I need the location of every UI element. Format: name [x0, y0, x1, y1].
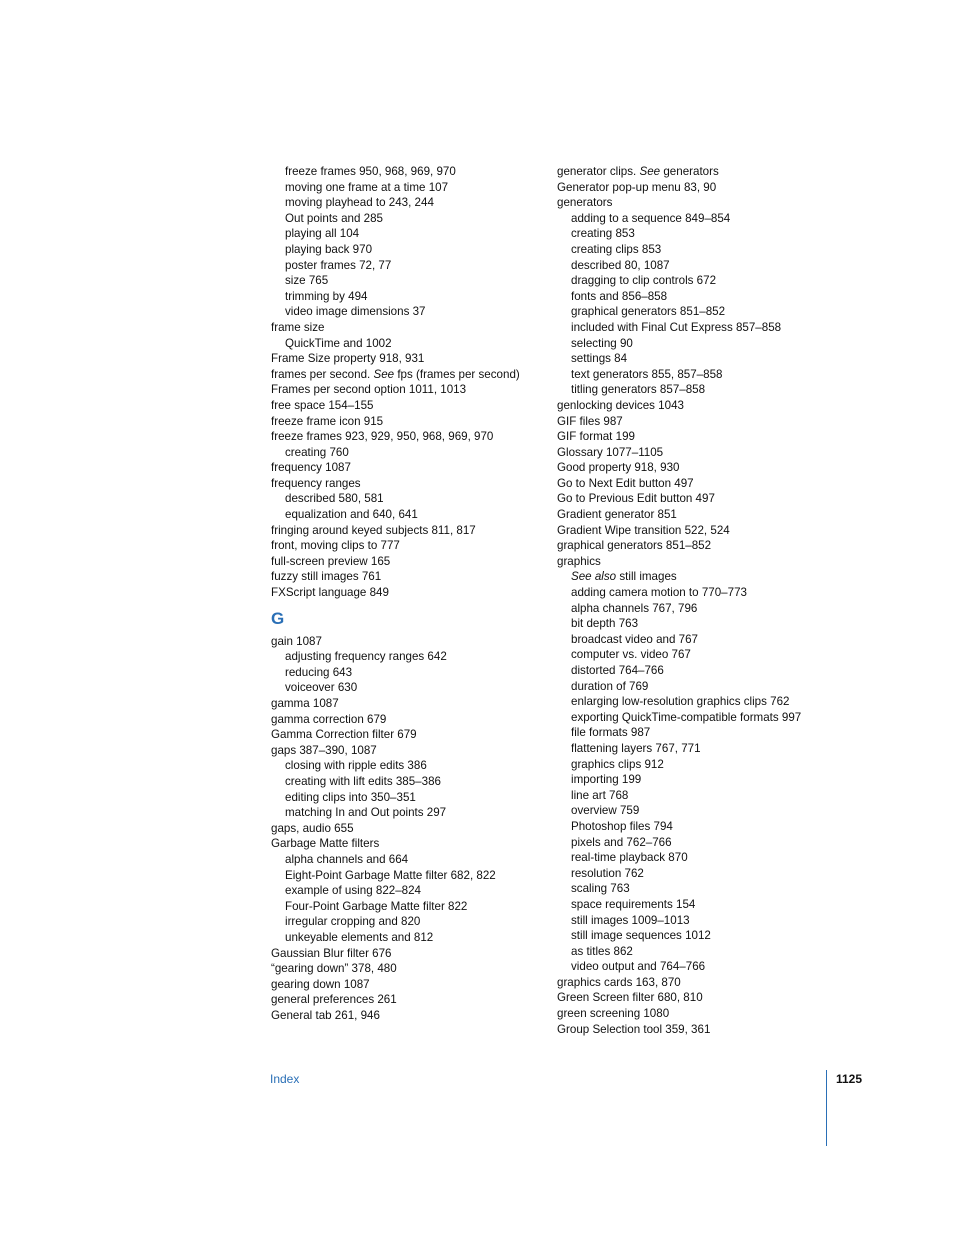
index-entry: “gearing down” 378, 480	[271, 962, 397, 976]
index-subentry: fonts and 856–858	[571, 289, 668, 303]
index-subentry: graphical generators 851–852	[571, 305, 726, 319]
index-entry: freeze frame icon 915	[271, 414, 384, 428]
index-subentry: Out points and 285	[285, 211, 383, 225]
index-subentry: QuickTime and 1002	[285, 336, 392, 350]
index-subentry: creating with lift edits 385–386	[285, 774, 441, 788]
index-subentry: described 80, 1087	[571, 258, 670, 272]
index-subentry: computer vs. video 767	[571, 648, 691, 662]
index-entry: Frames per second option 1011, 1013	[271, 383, 467, 397]
page-number-rule	[826, 1070, 827, 1146]
index-entry: full-screen preview 165	[271, 554, 391, 568]
index-entry: free space 154–155	[271, 398, 374, 412]
index-subentry: alpha channels 767, 796	[571, 601, 698, 615]
index-entry: GIF files 987	[557, 414, 623, 428]
index-subentry: Eight-Point Garbage Matte filter 682, 822	[285, 868, 496, 882]
index-subentry: editing clips into 350–351	[285, 790, 416, 804]
index-subentry: distorted 764–766	[571, 664, 664, 677]
index-letter-heading: G	[271, 608, 285, 628]
index-entry: gaps, audio 655	[271, 821, 354, 835]
index-subentry: voiceover 630	[285, 681, 358, 695]
index-entry: gearing down 1087	[271, 977, 370, 991]
index-entry: frame size	[271, 320, 325, 334]
index-subentry: real-time playback 870	[571, 851, 688, 865]
index-subentry: space requirements 154	[571, 897, 696, 911]
index-entry: Gradient generator 851	[557, 508, 677, 522]
index-subentry: trimming by 494	[285, 289, 368, 303]
index-entry: gamma 1087	[271, 697, 339, 710]
index-subentry: playing all 104	[285, 227, 360, 241]
index-entry: front, moving clips to 777	[271, 539, 400, 553]
index-entry: Generator pop-up menu 83, 90	[557, 180, 717, 194]
index-subentry: adding camera motion to 770–773	[571, 586, 747, 600]
index-subentry: titling generators 857–858	[571, 383, 706, 397]
index-entry: Gamma Correction filter 679	[271, 728, 417, 742]
index-subentry: alpha channels and 664	[285, 852, 409, 866]
index-subentry: unkeyable elements and 812	[285, 930, 434, 944]
index-subentry: poster frames 72, 77	[285, 258, 392, 272]
index-subentry: as titles 862	[571, 944, 633, 958]
index-subentry: Photoshop files 794	[571, 819, 673, 833]
index-subentry: dragging to clip controls 672	[571, 274, 717, 288]
index-subentry: broadcast video and 767	[571, 632, 698, 646]
index-subentry: exporting QuickTime-compatible formats 997	[571, 710, 802, 724]
index-entry: green screening 1080	[557, 1007, 670, 1021]
index-entry: genlocking devices 1043	[557, 398, 684, 412]
index-entry: graphics	[557, 554, 601, 568]
index-entry: frames per second. See fps (frames per second)	[271, 367, 520, 381]
index-subentry: bit depth 763	[571, 617, 639, 631]
index-subentry: included with Final Cut Express 857–858	[571, 320, 782, 334]
index-subentry: equalization and 640, 641	[285, 508, 418, 522]
index-entry: Group Selection tool 359, 361	[557, 1022, 711, 1036]
index-entry: freeze frames 923, 929, 950, 968, 969, 970	[271, 430, 494, 444]
index-entry: Go to Previous Edit button 497	[557, 492, 715, 506]
index-entry: generators	[557, 196, 613, 210]
index-subentry: See also still images	[571, 570, 677, 584]
index-subentry: line art 768	[571, 788, 629, 802]
index-subentry: described 580, 581	[285, 492, 384, 506]
index-entry: Glossary 1077–1105	[557, 445, 664, 459]
index-subentry: importing 199	[571, 773, 642, 787]
index-subentry: reducing 643	[285, 665, 353, 679]
index-subentry: settings 84	[571, 352, 628, 366]
index-entry: Gradient Wipe transition 522, 524	[557, 523, 730, 537]
index-entry: graphical generators 851–852	[557, 539, 712, 553]
index-subentry: adding to a sequence 849–854	[571, 211, 731, 225]
index-subentry: Four-Point Garbage Matte filter 822	[285, 899, 468, 913]
index-entry: frequency ranges	[271, 476, 361, 490]
index-entry: frequency 1087	[271, 461, 351, 475]
index-subentry: freeze frames 950, 968, 969, 970	[285, 165, 456, 178]
index-entry: Good property 918, 930	[557, 461, 680, 475]
index-subentry: example of using 822–824	[285, 884, 422, 898]
page-number: 1125	[836, 1072, 863, 1086]
index-subentry: matching In and Out points 297	[285, 806, 447, 820]
index-subentry: creating 760	[285, 445, 349, 459]
index-entry: generator clips. See generators	[557, 165, 719, 178]
index-entry: gaps 387–390, 1087	[271, 743, 377, 757]
index-entry: gamma correction 679	[271, 712, 387, 726]
index-subentry: playing back 970	[285, 242, 373, 256]
index-entry: gain 1087	[271, 634, 322, 648]
index-subentry: duration of 769	[571, 679, 649, 693]
index-entry: Gaussian Blur filter 676	[271, 946, 392, 960]
index-entry: Go to Next Edit button 497	[557, 476, 694, 490]
index-subentry: pixels and 762–766	[571, 835, 672, 849]
index-subentry: scaling 763	[571, 882, 630, 896]
index-entry: fuzzy still images 761	[271, 570, 382, 584]
index-entry: fringing around keyed subjects 811, 817	[271, 523, 476, 537]
index-subentry: adjusting frequency ranges 642	[285, 650, 447, 664]
index-entry: Garbage Matte filters	[271, 837, 380, 851]
index-column-left	[271, 164, 531, 1023]
footer-section-label: Index	[270, 1072, 300, 1086]
index-entry: GIF format 199	[557, 430, 635, 444]
index-subentry: size 765	[285, 274, 329, 288]
index-subentry: graphics clips 912	[571, 757, 664, 771]
index-entry: graphics cards 163, 870	[557, 975, 681, 989]
index-subentry: overview 759	[571, 804, 640, 818]
index-entry: Green Screen filter 680, 810	[557, 991, 703, 1005]
index-subentry: creating 853	[571, 227, 635, 241]
index-entry: Frame Size property 918, 931	[271, 352, 425, 366]
index-column-right	[557, 164, 819, 1037]
index-subentry: video output and 764–766	[571, 960, 706, 974]
index-subentry: still images 1009–1013	[571, 913, 690, 927]
index-subentry: irregular cropping and 820	[285, 915, 421, 929]
index-subentry: resolution 762	[571, 866, 644, 880]
index-subentry: moving one frame at a time 107	[285, 180, 449, 194]
index-entry: General tab 261, 946	[271, 1008, 380, 1022]
index-subentry: moving playhead to 243, 244	[285, 196, 434, 210]
index-subentry: still image sequences 1012	[571, 929, 711, 943]
index-subentry: closing with ripple edits 386	[285, 759, 427, 773]
index-subentry: file formats 987	[571, 726, 651, 740]
index-subentry: video image dimensions 37	[285, 305, 426, 319]
index-subentry: creating clips 853	[571, 242, 662, 256]
index-entry: general preferences 261	[271, 993, 397, 1007]
index-subentry: selecting 90	[571, 336, 633, 350]
index-entry: FXScript language 849	[271, 586, 389, 600]
index-subentry: text generators 855, 857–858	[571, 367, 723, 381]
index-subentry: enlarging low-resolution graphics clips 762	[571, 695, 790, 709]
index-subentry: flattening layers 767, 771	[571, 741, 701, 755]
